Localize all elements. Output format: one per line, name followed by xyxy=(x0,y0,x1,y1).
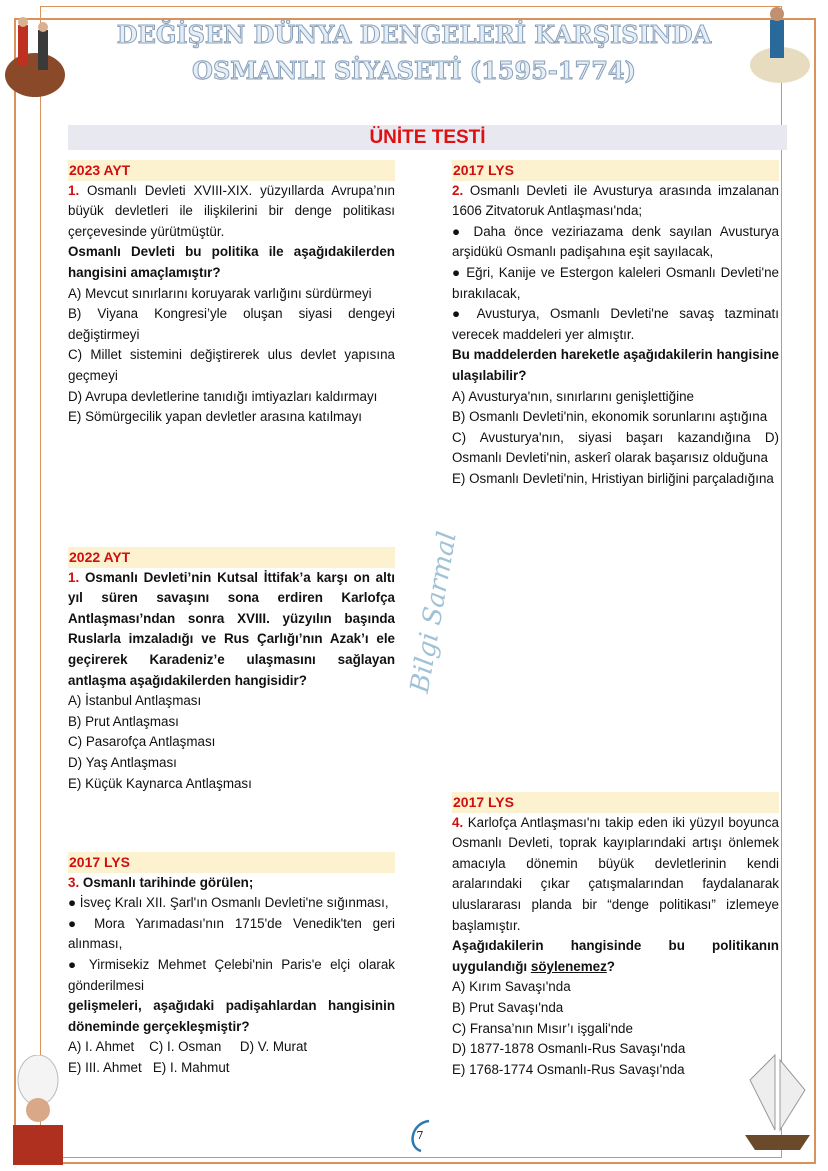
question-lead: Osmanlı tarihinde görülen; xyxy=(82,874,254,890)
bullet: ● Eğri, Kanije ve Estergon kaleleri Osmanlı Devleti'ne bırakılacak, xyxy=(452,264,779,301)
question-stem: Karlofça Antlaşması'nı takip eden iki yüzyıl boyunca Osmanlı Devleti, toprak kayıplarındaki artışı önlemek amacıyla dönemin büyük devletlerinin kendi aralarındaki çıkar çatışmalarından faydalanarak uluslararası planda bir “denge politikası” izlemeye başlamıştır. xyxy=(452,814,779,933)
bullet: ● Daha önce veziriazama denk sayılan Avusturya arşidükü Osmanlı padişahına eşit sayılacak, xyxy=(452,223,779,260)
question-text: Osmanlı Devleti bu politika ile aşağıdakilerden hangisini amaçlamıştır? xyxy=(68,244,395,280)
question-number: 2. xyxy=(452,182,464,198)
question-number: 4. xyxy=(452,814,464,830)
exam-tag: 2017 LYS xyxy=(452,160,779,181)
option: E) Osmanlı Devleti'nin, Hristiyan birliğini parçaladığına xyxy=(452,470,774,486)
option: B) Prut Antlaşması xyxy=(68,713,179,729)
option: A) İstanbul Antlaşması xyxy=(68,693,202,709)
question-block xyxy=(68,160,395,547)
page-title-line1: DEĞİŞEN DÜNYA DENGELERİ KARŞISINDA xyxy=(116,20,712,49)
bullet: ● İsveç Kralı XII. Şarl'ın Osmanlı Devleti'ne sığınması, xyxy=(68,895,389,911)
option: B) Viyana Kongresi’yle oluşan siyasi dengeyi değiştirmeyi xyxy=(68,306,395,342)
option: C) Pasarofça Antlaşması xyxy=(68,734,216,750)
option: E) 1768-1774 Osmanlı-Rus Savaşı'nda xyxy=(452,1061,685,1077)
option: C) I. Osman xyxy=(149,1039,222,1055)
question-text: Bu maddelerden hareketle aşağıdakilerin hangisine ulaşılabilir? xyxy=(452,347,779,383)
option: A) I. Ahmet xyxy=(68,1039,135,1055)
option: E) Sömürgecilik yapan devletler arasına katılmayı xyxy=(68,409,362,425)
section-title: ÜNİTE TESTİ xyxy=(68,125,787,150)
question-text: gelişmeleri, aşağıdaki padişahlardan hangisinin döneminde gerçekleşmiştir? xyxy=(68,998,395,1034)
horsemen-illustration xyxy=(0,0,70,115)
question-text: Aşağıdakilerin hangisinde bu politikanın uygulandığı xyxy=(452,938,779,974)
bullet: ● Yirmisekiz Mehmet Çelebi'nin Paris'e elçi olarak gönderilmesi xyxy=(68,956,395,993)
question-stem: Osmanlı Devleti XVIII-XIX. yüzyıllarda Avrupa’nın büyük devletleri ile ilişkilerini bir denge politikası çerçevesinde yürütmüştür. xyxy=(68,182,395,239)
option: A) Avusturya'nın, sınırlarını genişlettiğine xyxy=(452,388,694,404)
question-block xyxy=(68,852,395,1079)
right-column xyxy=(452,160,779,1080)
option: E) Küçük Kaynarca Antlaşması xyxy=(68,775,252,791)
question-block xyxy=(452,792,779,1080)
page-title-line2: OSMANLI SİYASETİ (1595-1774) xyxy=(192,56,636,85)
exam-tag: 2017 LYS xyxy=(452,792,779,813)
option: C) Millet sistemini değiştirerek ulus devlet yapısına geçmeyi xyxy=(68,347,395,383)
question-block xyxy=(452,160,779,792)
question-end: ? xyxy=(606,958,615,974)
option: E) III. Ahmet xyxy=(68,1059,142,1075)
question-text: Osmanlı Devleti’nin Kutsal İttifak’a karşı on altı yıl süren savaşını sona erdiren Karlofça Antlaşması’ndan sonra XVIII. yüzyılın başında Ruslarla imzaladığı ve Rus Çarlığı’nın Azak’ı ele geçirerek Karadeniz’e ulaşmasını sağlayan antlaşma aşağıdakilerden hangisidir? xyxy=(68,569,395,688)
option: E) I. Mahmut xyxy=(152,1059,230,1075)
exam-tag: 2017 LYS xyxy=(68,852,395,873)
page-number: 7 xyxy=(416,1129,424,1142)
page-title xyxy=(64,20,764,86)
option: B) Prut Savaşı'nda xyxy=(452,999,564,1015)
question-stem: Osmanlı Devleti ile Avusturya arasında imzalanan 1606 Zitvatoruk Antlaşması'nda; xyxy=(452,182,779,219)
option: A) Kırım Savaşı'nda xyxy=(452,979,571,995)
bullet: ● Avusturya, Osmanlı Devleti'ne savaş tazminatı verecek maddeleri yer almıştır. xyxy=(452,306,779,342)
left-column xyxy=(68,160,395,1079)
question-number: 1. xyxy=(68,182,80,198)
question-number: 1. xyxy=(68,569,80,585)
question-block xyxy=(68,547,395,852)
question-number: 3. xyxy=(68,874,80,890)
bullet: ● Mora Yarımadası'nın 1715'de Venedik'ten geri alınması, xyxy=(68,915,395,952)
option: C) Avusturya'nın, siyasi başarı kazandığına D) Osmanlı Devleti'nin, askerî olarak başarısız olduğuna xyxy=(452,429,779,466)
signature-watermark: Bilgi Sarmal xyxy=(405,529,463,696)
option: D) Yaş Antlaşması xyxy=(68,754,177,770)
option: A) Mevcut sınırlarını koruyarak varlığını sürdürmeyi xyxy=(68,285,372,301)
option: D) 1877-1878 Osmanlı-Rus Savaşı'nda xyxy=(452,1041,686,1057)
option: C) Fransa’nın Mısır’ı işgali'nde xyxy=(452,1020,633,1036)
option: D) V. Murat xyxy=(239,1039,308,1055)
sultan-illustration xyxy=(8,1055,68,1165)
exam-tag: 2023 AYT xyxy=(68,160,395,181)
exam-tag: 2022 AYT xyxy=(68,547,395,568)
question-emphasis: söylenemez xyxy=(530,958,607,974)
option: D) Avrupa devletlerine tanıdığı imtiyazları kaldırmayı xyxy=(68,388,378,404)
option: B) Osmanlı Devleti'nin, ekonomik sorunlarını aştığına xyxy=(452,409,768,425)
